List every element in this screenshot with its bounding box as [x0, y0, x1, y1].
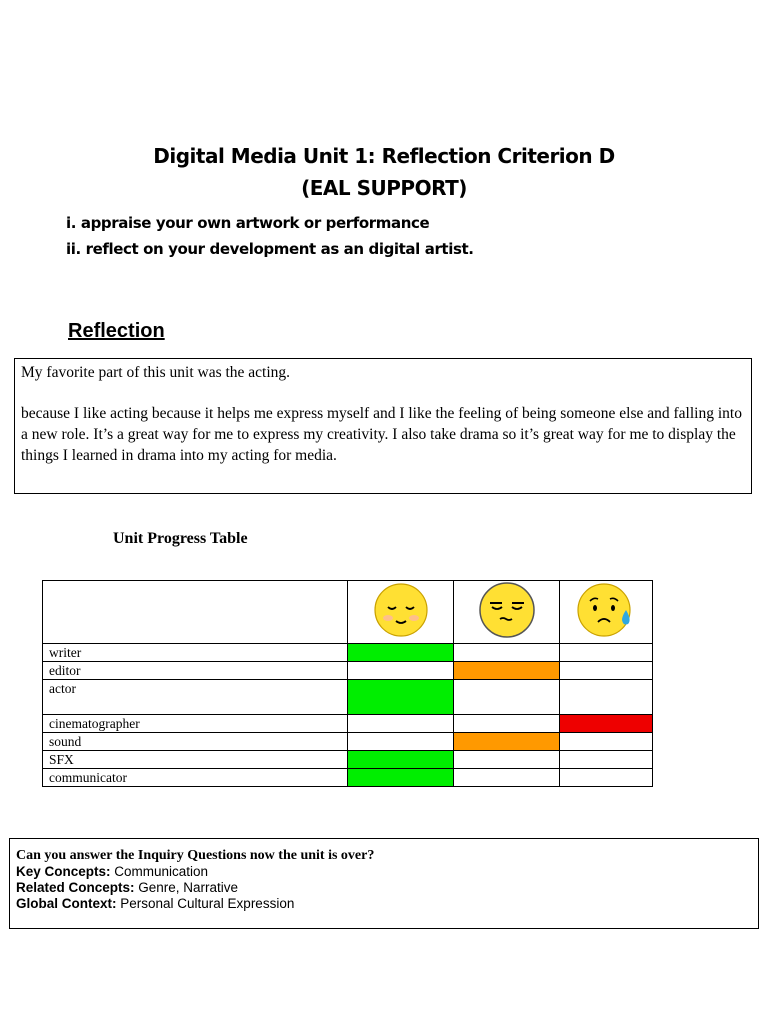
rating-cell-empty [348, 715, 454, 733]
header-neutral-cell [454, 581, 560, 644]
row-label-sfx: SFX [43, 751, 348, 769]
row-label-sound: sound [43, 733, 348, 751]
happy-face-icon [373, 582, 429, 638]
rating-cell-empty [454, 751, 560, 769]
objective-1: i. appraise your own artwork or performance [66, 214, 430, 232]
row-label-communicator: communicator [43, 769, 348, 787]
rating-cell-sad-filled [560, 715, 653, 733]
table-header-row [43, 581, 653, 644]
rating-cell-empty [454, 769, 560, 787]
rating-cell-empty [454, 680, 560, 715]
sad-face-icon [576, 582, 636, 638]
reflection-paragraph: because I like acting because it helps me express myself and I like the feeling of being someone else and falling into a new role. It’s a great way for me to express my creativity. I also take drama so it’s great way for me to display the things I learned in drama into my acting for media. [21, 405, 742, 464]
neutral-face-icon [478, 581, 536, 639]
reflection-first-line: My favorite part of this unit was the acting. [21, 364, 291, 381]
key-concepts-line [16, 864, 752, 880]
table-row-writer [43, 644, 653, 662]
page-title [0, 140, 768, 204]
table-row-sfx [43, 751, 653, 769]
table-row-editor [43, 662, 653, 680]
inquiry-questions-box [9, 838, 759, 929]
unit-progress-table [42, 580, 653, 787]
related-concepts-label: Related Concepts: [16, 880, 135, 895]
rating-cell-empty [454, 644, 560, 662]
rating-cell-neutral-filled [454, 733, 560, 751]
row-label-cinematographer: cinematographer [43, 715, 348, 733]
global-context-label: Global Context: [16, 896, 117, 911]
rating-cell-neutral-filled [454, 662, 560, 680]
table-row-communicator [43, 769, 653, 787]
table-row-sound [43, 733, 653, 751]
row-label-writer: writer [43, 644, 348, 662]
header-happy-cell [348, 581, 454, 644]
progress-table-title: Unit Progress Table [113, 530, 248, 547]
related-concepts-line [16, 880, 752, 896]
global-context-value: Personal Cultural Expression [116, 896, 295, 911]
rating-cell-empty [560, 680, 653, 715]
rating-cell-empty [348, 733, 454, 751]
header-sad-cell [560, 581, 653, 644]
title-line-2: (EAL SUPPORT) [301, 176, 467, 200]
reflection-heading: Reflection [68, 320, 165, 342]
global-context-line [16, 896, 752, 912]
header-empty-cell [43, 581, 348, 644]
reflection-text-box[interactable] [14, 358, 752, 494]
key-concepts-label: Key Concepts: [16, 864, 111, 879]
inquiry-question: Can you answer the Inquiry Questions now the unit is over? [16, 848, 375, 863]
rating-cell-happy-filled [348, 680, 454, 715]
rating-cell-happy-filled [348, 644, 454, 662]
rating-cell-empty [348, 662, 454, 680]
row-label-editor: editor [43, 662, 348, 680]
rating-cell-empty [560, 733, 653, 751]
objectives [66, 210, 474, 262]
rating-cell-empty [560, 751, 653, 769]
rating-cell-empty [560, 644, 653, 662]
table-row-actor [43, 680, 653, 715]
table-row-cinematographer [43, 715, 653, 733]
key-concepts-value: Communication [110, 864, 209, 879]
row-label-actor: actor [43, 680, 348, 715]
objective-2: ii. reflect on your development as an digital artist. [66, 240, 474, 258]
related-concepts-value: Genre, Narrative [134, 880, 239, 895]
title-line-1: Digital Media Unit 1: Reflection Criterion D [153, 144, 615, 168]
rating-cell-happy-filled [348, 751, 454, 769]
rating-cell-empty [560, 662, 653, 680]
rating-cell-empty [454, 715, 560, 733]
rating-cell-happy-filled [348, 769, 454, 787]
rating-cell-empty [560, 769, 653, 787]
